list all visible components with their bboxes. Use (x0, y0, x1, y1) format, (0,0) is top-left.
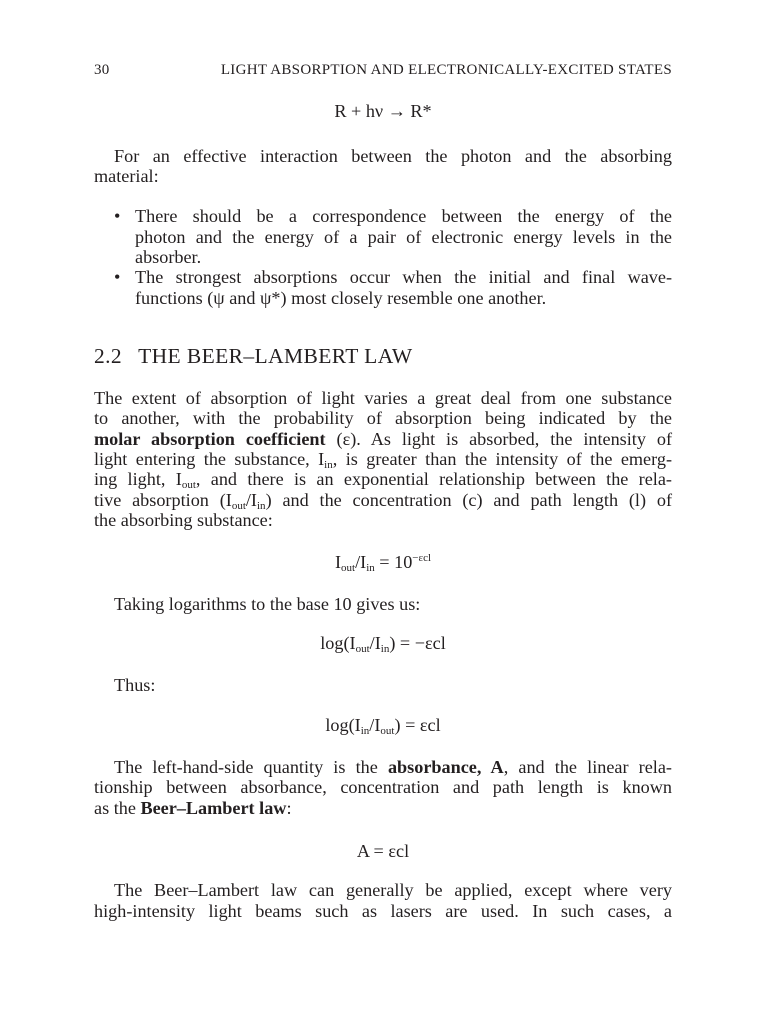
bullet-1-line-3: absorber. (135, 247, 202, 267)
para1-line-5-a: ing light, I (94, 469, 182, 489)
para5-line-1: The Beer–Lambert law can generally be applied, except where very (114, 880, 672, 900)
para4-line-1 (114, 757, 672, 778)
bullet-2-line-1 (114, 267, 672, 288)
para1-line-5 (94, 469, 672, 490)
equation-1 (94, 552, 672, 573)
eq3-part: /I (369, 715, 381, 735)
para1-line-5-b: , and there is an exponential relationship between the rela- (195, 469, 672, 489)
superscript: −εcl (412, 552, 432, 564)
subscript: in (366, 562, 375, 574)
bullet-1-line-1 (114, 206, 672, 227)
para1-line-1: The extent of absorption of light varies a great deal from one substance (94, 388, 672, 408)
equation-4: A = εcl (356, 841, 410, 861)
para1-line-6-b: ) and the concentration (c) and path length (l) of (265, 490, 672, 510)
term-beer-lambert-law: Beer–Lambert law (140, 798, 287, 818)
equation-3 (94, 715, 672, 736)
para1-line-3-rest: (ε). As light is absorbed, the intensity of (325, 429, 673, 449)
intro-line-2: material: (94, 166, 159, 186)
section-title: THE BEER–LAMBERT LAW (138, 344, 413, 368)
eq2-part: log(I (320, 633, 356, 653)
para1-line-6-mid: /I (245, 490, 257, 510)
subscript: in (380, 643, 390, 655)
bullet-2-text-1: The strongest absorptions occur when the initial and final wave- (135, 267, 672, 287)
intro-line-1: For an effective interaction between the photon and the absorbing (114, 146, 672, 166)
subscript: out (380, 725, 395, 737)
term-molar-absorption-coefficient: molar absorption coefficient (94, 429, 326, 449)
reaction-equation: R + hν → R* (334, 101, 432, 121)
para1-line-7: the absorbing substance: (94, 510, 273, 530)
page-number: 30 (94, 62, 110, 78)
subscript: in (257, 500, 266, 512)
running-header (94, 62, 672, 84)
para5-line-2: high-intensity light beams such as lasers are used. In such cases, a (94, 901, 672, 921)
subscript: in (324, 459, 333, 471)
para1-line-4-a: light entering the substance, I (94, 449, 325, 469)
para4-line-2: tionship between absorbance, concentration and path length is known (94, 777, 672, 797)
para3-line: Thus: (114, 675, 156, 695)
para4-line-1-a: The left-hand-side quantity is the (114, 757, 388, 777)
bullet-marker: • (114, 206, 121, 226)
eq1-part: /I (355, 552, 367, 572)
subscript: out (341, 562, 356, 574)
section-number: 2.2 (94, 344, 123, 368)
para2-line: Taking logarithms to the base 10 gives us: (114, 594, 421, 614)
bullet-2-line-2: functions (ψ and ψ*) most closely resemble one another. (135, 288, 547, 308)
para4-line-3-a: as the (94, 798, 141, 818)
para4-line-1-b: , and the linear rela- (503, 757, 672, 777)
subscript: out (181, 479, 196, 491)
bullet-1-text-1: There should be a correspondence between the energy of the (135, 206, 672, 226)
para1-line-4 (94, 449, 672, 470)
para4-line-3 (94, 798, 672, 819)
section-heading (94, 344, 413, 369)
subscript: out (355, 643, 370, 655)
para1-line-2: to another, with the probability of absorption being indicated by the (94, 408, 672, 428)
eq2-part: /I (369, 633, 381, 653)
para4-line-3-b: : (286, 798, 292, 818)
bullet-marker: • (114, 267, 121, 287)
para1-line-6 (94, 490, 672, 511)
equation-2 (94, 633, 672, 654)
eq1-part: = 10 (374, 552, 413, 572)
eq3-part: log(I (325, 715, 361, 735)
eq3-part: ) = εcl (394, 715, 441, 735)
para1-line-4-b: , is greater than the intensity of the emerg- (332, 449, 673, 469)
para1-line-3 (94, 429, 672, 450)
eq2-part: ) = −εcl (389, 633, 446, 653)
para1-line-6-a: tive absorption (I (94, 490, 232, 510)
subscript: in (360, 725, 370, 737)
subscript: out (231, 500, 246, 512)
bullet-1-line-2: photon and the energy of a pair of electronic energy levels in the (135, 227, 672, 247)
term-absorbance: absorbance, A (387, 757, 504, 777)
running-title: LIGHT ABSORPTION AND ELECTRONICALLY-EXCITED STATES (220, 62, 672, 78)
eq1-part: I (334, 552, 341, 572)
